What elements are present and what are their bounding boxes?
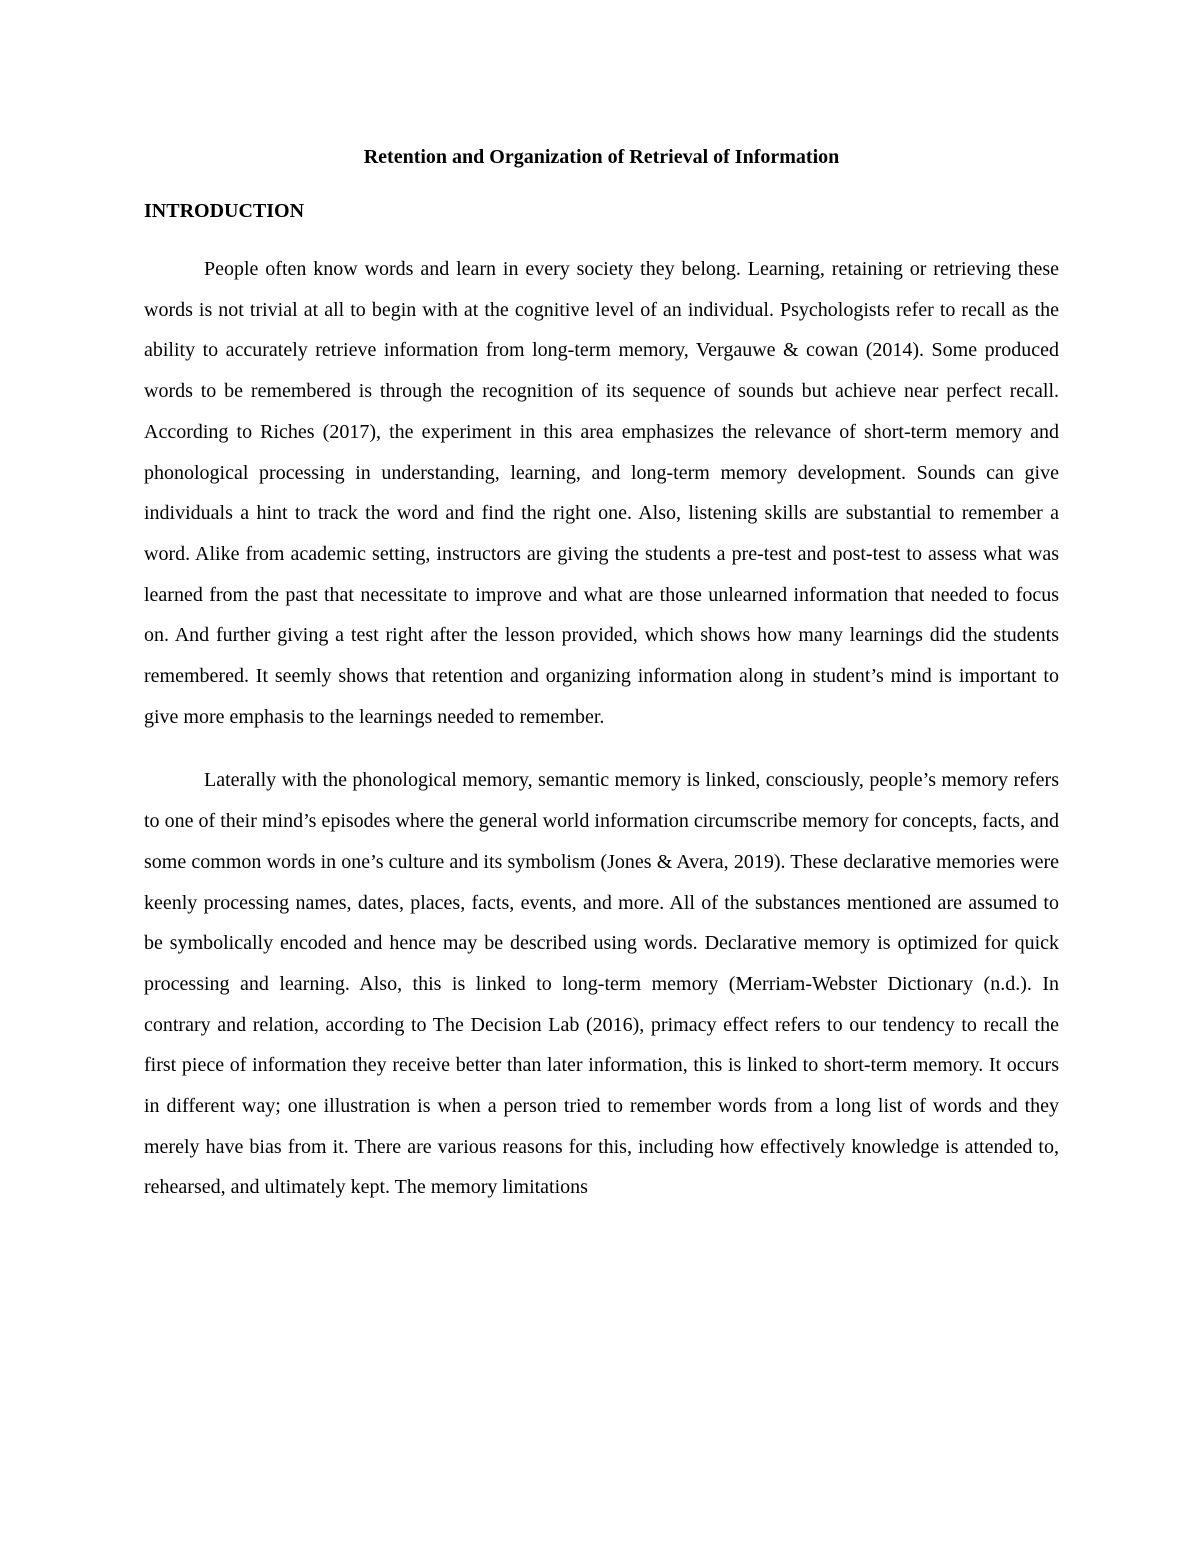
body-paragraph: Laterally with the phonological memory, semantic memory is linked, consciously, people’s memory refers to one of their mind’s episodes where the general world information circumscribe memory for concepts, facts, and some common words in one’s culture and its symbolism (Jones & Avera, 2019). These declarative memories were keenly processing names, dates, places, facts, events, and more. All of the substances mentioned are assumed to be symbolically encoded and hence may be described using words. Declarative memory is optimized for quick processing and learning. Also, this is linked to long-term memory (Merriam-Webster Dictionary (n.d.). In contrary and relation, according to The Decision Lab (2016), primacy effect refers to our tendency to recall the first piece of information they receive better than later information, this is linked to short-term memory. It occurs in different way; one illustration is when a person tried to remember words from a long list of words and they merely have bias from it. There are various reasons for this, including how effectively knowledge is attended to, rehearsed, and ultimately kept. The memory limitations xyxy=(144,769,1059,1199)
document-title: Retention and Organization of Retrieval of Information xyxy=(363,146,840,168)
section-heading-introduction: INTRODUCTION xyxy=(144,200,305,222)
document-body xyxy=(144,140,1059,1208)
body-paragraph: People often know words and learn in every society they belong. Learning, retaining or retrieving these words is not trivial at all to begin with at the cognitive level of an individual. Psychologists refer to recall as the ability to accurately retrieve information from long-term memory, Vergauwe & cowan (2014). Some produced words to be remembered is through the recognition of its sequence of sounds but achieve near perfect recall. According to Riches (2017), the experiment in this area emphasizes the relevance of short-term memory and phonological processing in understanding, learning, and long-term memory development. Sounds can give individuals a hint to track the word and find the right one. Also, listening skills are substantial to remember a word. Alike from academic setting, instructors are giving the students a pre-test and post-test to assess what was learned from the past that necessitate to improve and what are those unlearned information that needed to focus on. And further giving a test right after the lesson provided, which shows how many learnings did the students remembered. It seemly shows that retention and organizing information along in student’s mind is important to give more emphasis to the learnings needed to remember. xyxy=(144,258,1059,728)
